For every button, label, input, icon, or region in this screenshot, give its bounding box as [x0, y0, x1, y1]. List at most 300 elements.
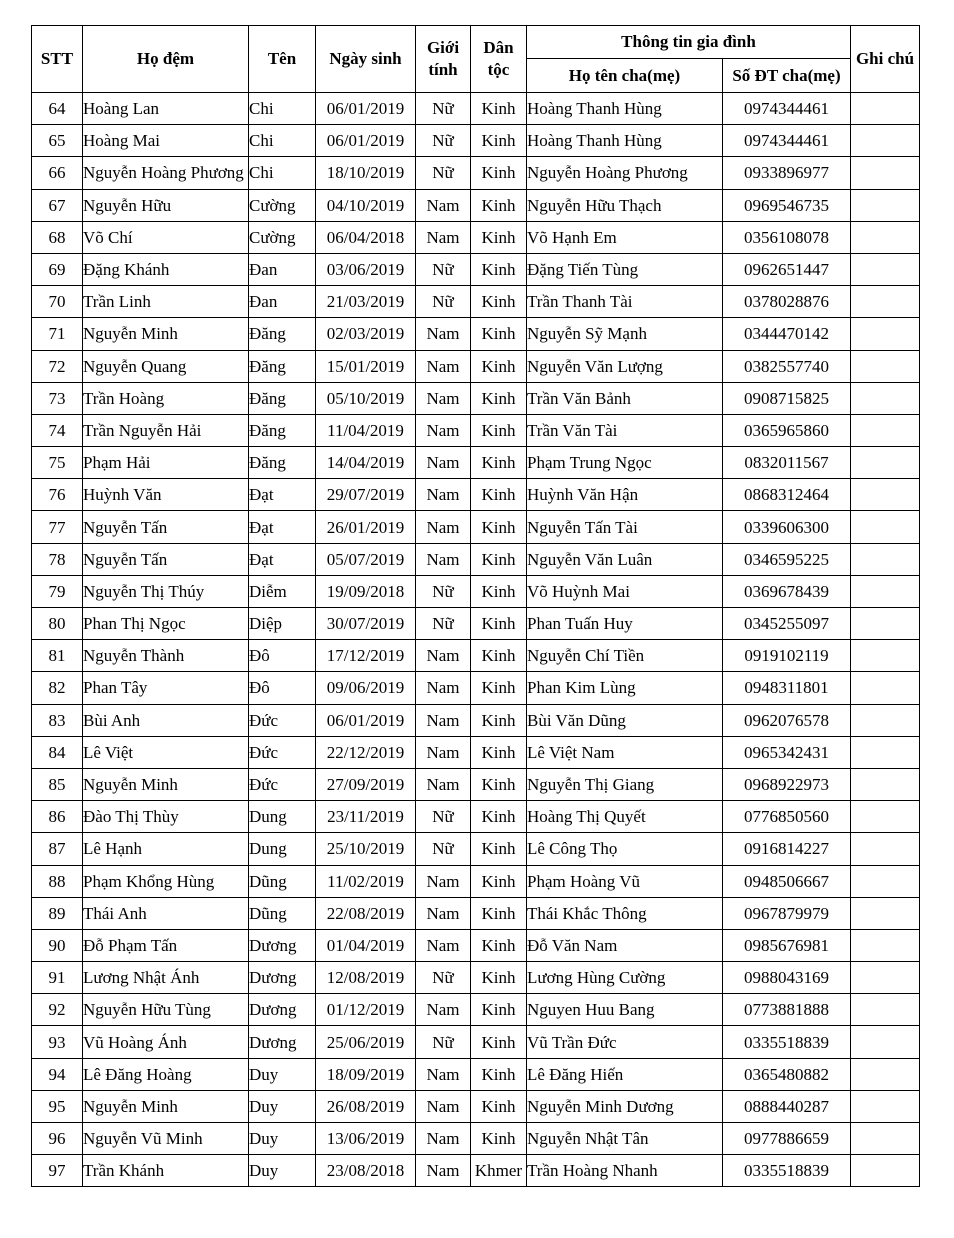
parent-phone-cell: 0962076578 — [723, 704, 851, 736]
stt-cell: 71 — [32, 318, 83, 350]
ho-dem-cell: Hoàng Mai — [83, 125, 249, 157]
ghi-chu-cell — [851, 1058, 920, 1090]
table-row — [32, 1090, 920, 1122]
parent-phone-cell: 0933896977 — [723, 157, 851, 189]
ghi-chu-cell — [851, 511, 920, 543]
stt-cell: 81 — [32, 640, 83, 672]
dan-toc-cell: Kinh — [471, 414, 527, 446]
ho-dem-cell: Phạm Khổng Hùng — [83, 865, 249, 897]
dan-toc-cell: Kinh — [471, 994, 527, 1026]
ngay-sinh-cell: 11/04/2019 — [316, 414, 416, 446]
stt-cell: 74 — [32, 414, 83, 446]
ho-dem-cell: Trần Hoàng — [83, 382, 249, 414]
gioi-tinh-cell: Nam — [416, 1155, 471, 1187]
parent-name-cell: Lương Hùng Cường — [527, 962, 723, 994]
parent-phone-cell: 0365480882 — [723, 1058, 851, 1090]
parent-phone-cell: 0378028876 — [723, 286, 851, 318]
ten-cell: Đức — [249, 704, 316, 736]
ghi-chu-cell — [851, 447, 920, 479]
parent-name-cell: Vũ Trần Đức — [527, 1026, 723, 1058]
ngay-sinh-cell: 06/01/2019 — [316, 125, 416, 157]
stt-cell: 67 — [32, 189, 83, 221]
ghi-chu-cell — [851, 414, 920, 446]
ho-dem-cell: Nguyễn Hữu Tùng — [83, 994, 249, 1026]
parent-phone-cell: 0888440287 — [723, 1090, 851, 1122]
ngay-sinh-cell: 01/12/2019 — [316, 994, 416, 1026]
table-row — [32, 1123, 920, 1155]
ngay-sinh-cell: 23/08/2018 — [316, 1155, 416, 1187]
ten-cell: Dung — [249, 801, 316, 833]
ho-dem-cell: Bùi Anh — [83, 704, 249, 736]
parent-name-cell: Phạm Hoàng Vũ — [527, 865, 723, 897]
table-row — [32, 704, 920, 736]
ten-cell: Đô — [249, 672, 316, 704]
ten-cell: Diễm — [249, 575, 316, 607]
ho-dem-cell: Trần Khánh — [83, 1155, 249, 1187]
ngay-sinh-cell: 06/01/2019 — [316, 704, 416, 736]
gioi-tinh-cell: Nam — [416, 994, 471, 1026]
stt-cell: 96 — [32, 1123, 83, 1155]
ngay-sinh-cell: 18/10/2019 — [316, 157, 416, 189]
parent-name-cell: Nguyễn Văn Lượng — [527, 350, 723, 382]
ten-cell: Chi — [249, 93, 316, 125]
ghi-chu-cell — [851, 640, 920, 672]
table-row — [32, 447, 920, 479]
ho-dem-cell: Hoàng Lan — [83, 93, 249, 125]
table-row — [32, 575, 920, 607]
stt-cell: 66 — [32, 157, 83, 189]
ngay-sinh-cell: 06/01/2019 — [316, 93, 416, 125]
ten-cell: Dương — [249, 1026, 316, 1058]
ghi-chu-cell — [851, 93, 920, 125]
ghi-chu-cell — [851, 801, 920, 833]
ngay-sinh-cell: 09/06/2019 — [316, 672, 416, 704]
ghi-chu-cell — [851, 672, 920, 704]
gioi-tinh-cell: Nữ — [416, 833, 471, 865]
ten-cell: Đạt — [249, 479, 316, 511]
stt-cell: 72 — [32, 350, 83, 382]
dan-toc-cell: Kinh — [471, 1026, 527, 1058]
ngay-sinh-cell: 19/09/2018 — [316, 575, 416, 607]
ho-dem-cell: Thái Anh — [83, 897, 249, 929]
ngay-sinh-cell: 11/02/2019 — [316, 865, 416, 897]
header-dan-toc: Dân tộc — [471, 26, 527, 93]
parent-phone-cell: 0948506667 — [723, 865, 851, 897]
ten-cell: Cường — [249, 189, 316, 221]
parent-name-cell: Đặng Tiến Tùng — [527, 253, 723, 285]
header-ho-dem: Họ đệm — [83, 26, 249, 93]
ngay-sinh-cell: 21/03/2019 — [316, 286, 416, 318]
ghi-chu-cell — [851, 1123, 920, 1155]
stt-cell: 70 — [32, 286, 83, 318]
ghi-chu-cell — [851, 157, 920, 189]
header-gioi-tinh: Giới tính — [416, 26, 471, 93]
stt-cell: 73 — [32, 382, 83, 414]
parent-phone-cell: 0968922973 — [723, 768, 851, 800]
gioi-tinh-cell: Nam — [416, 382, 471, 414]
parent-name-cell: Nguyễn Văn Luân — [527, 543, 723, 575]
parent-phone-cell: 0985676981 — [723, 929, 851, 961]
parent-phone-cell: 0919102119 — [723, 640, 851, 672]
gioi-tinh-cell: Nữ — [416, 253, 471, 285]
ho-dem-cell: Nguyễn Minh — [83, 318, 249, 350]
ghi-chu-cell — [851, 125, 920, 157]
parent-name-cell: Bùi Văn Dũng — [527, 704, 723, 736]
gioi-tinh-cell: Nam — [416, 768, 471, 800]
ngay-sinh-cell: 13/06/2019 — [316, 1123, 416, 1155]
dan-toc-cell: Kinh — [471, 768, 527, 800]
ho-dem-cell: Lê Hạnh — [83, 833, 249, 865]
ngay-sinh-cell: 02/03/2019 — [316, 318, 416, 350]
gioi-tinh-cell: Nữ — [416, 157, 471, 189]
parent-name-cell: Lê Công Thọ — [527, 833, 723, 865]
ghi-chu-cell — [851, 962, 920, 994]
dan-toc-cell: Kinh — [471, 447, 527, 479]
stt-cell: 80 — [32, 608, 83, 640]
parent-phone-cell: 0974344461 — [723, 125, 851, 157]
ngay-sinh-cell: 14/04/2019 — [316, 447, 416, 479]
dan-toc-cell: Kinh — [471, 1090, 527, 1122]
table-row — [32, 929, 920, 961]
table-row — [32, 125, 920, 157]
ngay-sinh-cell: 25/10/2019 — [316, 833, 416, 865]
dan-toc-cell: Kinh — [471, 575, 527, 607]
ho-dem-cell: Phan Tây — [83, 672, 249, 704]
gioi-tinh-cell: Nam — [416, 511, 471, 543]
gioi-tinh-cell: Nữ — [416, 125, 471, 157]
parent-phone-cell: 0832011567 — [723, 447, 851, 479]
header-parent-name: Họ tên cha(mẹ) — [527, 59, 723, 93]
stt-cell: 64 — [32, 93, 83, 125]
ngay-sinh-cell: 27/09/2019 — [316, 768, 416, 800]
table-row — [32, 157, 920, 189]
stt-cell: 78 — [32, 543, 83, 575]
parent-name-cell: Lê Việt Nam — [527, 736, 723, 768]
ten-cell: Đan — [249, 286, 316, 318]
dan-toc-cell: Kinh — [471, 382, 527, 414]
gioi-tinh-cell: Nữ — [416, 93, 471, 125]
parent-phone-cell: 0965342431 — [723, 736, 851, 768]
parent-phone-cell: 0962651447 — [723, 253, 851, 285]
gioi-tinh-cell: Nam — [416, 447, 471, 479]
parent-phone-cell: 0345255097 — [723, 608, 851, 640]
parent-phone-cell: 0339606300 — [723, 511, 851, 543]
stt-cell: 94 — [32, 1058, 83, 1090]
gioi-tinh-cell: Nam — [416, 672, 471, 704]
ho-dem-cell: Phạm Hải — [83, 447, 249, 479]
ghi-chu-cell — [851, 1026, 920, 1058]
ten-cell: Đô — [249, 640, 316, 672]
ghi-chu-cell — [851, 286, 920, 318]
parent-name-cell: Nguyen Huu Bang — [527, 994, 723, 1026]
ghi-chu-cell — [851, 221, 920, 253]
parent-name-cell: Thái Khắc Thông — [527, 897, 723, 929]
ngay-sinh-cell: 17/12/2019 — [316, 640, 416, 672]
parent-phone-cell: 0365965860 — [723, 414, 851, 446]
stt-cell: 89 — [32, 897, 83, 929]
stt-cell: 97 — [32, 1155, 83, 1187]
ten-cell: Đức — [249, 736, 316, 768]
stt-cell: 79 — [32, 575, 83, 607]
table-body — [32, 93, 920, 1187]
stt-cell: 75 — [32, 447, 83, 479]
ghi-chu-cell — [851, 479, 920, 511]
ngay-sinh-cell: 01/04/2019 — [316, 929, 416, 961]
dan-toc-cell: Kinh — [471, 479, 527, 511]
gioi-tinh-cell: Nữ — [416, 801, 471, 833]
dan-toc-cell: Kinh — [471, 253, 527, 285]
parent-name-cell: Võ Hạnh Em — [527, 221, 723, 253]
ten-cell: Đăng — [249, 350, 316, 382]
gioi-tinh-cell: Nam — [416, 640, 471, 672]
table-row — [32, 865, 920, 897]
parent-phone-cell: 0948311801 — [723, 672, 851, 704]
table-row — [32, 897, 920, 929]
table-header — [32, 26, 920, 93]
dan-toc-cell: Kinh — [471, 543, 527, 575]
table-row — [32, 414, 920, 446]
ghi-chu-cell — [851, 994, 920, 1026]
ngay-sinh-cell: 30/07/2019 — [316, 608, 416, 640]
ngay-sinh-cell: 22/12/2019 — [316, 736, 416, 768]
ho-dem-cell: Lê Đăng Hoàng — [83, 1058, 249, 1090]
ghi-chu-cell — [851, 253, 920, 285]
ten-cell: Diệp — [249, 608, 316, 640]
parent-name-cell: Hoàng Thị Quyết — [527, 801, 723, 833]
parent-phone-cell: 0356108078 — [723, 221, 851, 253]
ghi-chu-cell — [851, 929, 920, 961]
ten-cell: Đạt — [249, 511, 316, 543]
parent-phone-cell: 0369678439 — [723, 575, 851, 607]
table-row — [32, 736, 920, 768]
ghi-chu-cell — [851, 1090, 920, 1122]
table-row — [32, 382, 920, 414]
parent-name-cell: Phan Kim Lùng — [527, 672, 723, 704]
dan-toc-cell: Kinh — [471, 221, 527, 253]
ten-cell: Duy — [249, 1058, 316, 1090]
ten-cell: Duy — [249, 1155, 316, 1187]
ghi-chu-cell — [851, 350, 920, 382]
ten-cell: Đan — [249, 253, 316, 285]
parent-phone-cell: 0773881888 — [723, 994, 851, 1026]
table-row — [32, 768, 920, 800]
table-row — [32, 962, 920, 994]
table-row — [32, 511, 920, 543]
parent-name-cell: Nguyễn Chí Tiền — [527, 640, 723, 672]
ho-dem-cell: Nguyễn Minh — [83, 768, 249, 800]
parent-phone-cell: 0916814227 — [723, 833, 851, 865]
parent-phone-cell: 0344470142 — [723, 318, 851, 350]
table-row — [32, 350, 920, 382]
gioi-tinh-cell: Nam — [416, 736, 471, 768]
ngay-sinh-cell: 05/07/2019 — [316, 543, 416, 575]
ho-dem-cell: Phan Thị Ngọc — [83, 608, 249, 640]
ten-cell: Chi — [249, 125, 316, 157]
dan-toc-cell: Kinh — [471, 929, 527, 961]
ho-dem-cell: Huỳnh Văn — [83, 479, 249, 511]
ten-cell: Dương — [249, 962, 316, 994]
parent-name-cell: Hoàng Thanh Hùng — [527, 125, 723, 157]
table-row — [32, 801, 920, 833]
dan-toc-cell: Kinh — [471, 736, 527, 768]
dan-toc-cell: Kinh — [471, 865, 527, 897]
dan-toc-cell: Kinh — [471, 286, 527, 318]
parent-name-cell: Nguyễn Hữu Thạch — [527, 189, 723, 221]
dan-toc-cell: Kinh — [471, 318, 527, 350]
ngay-sinh-cell: 25/06/2019 — [316, 1026, 416, 1058]
ten-cell: Dũng — [249, 865, 316, 897]
parent-phone-cell: 0382557740 — [723, 350, 851, 382]
ho-dem-cell: Nguyễn Hữu — [83, 189, 249, 221]
table-row — [32, 543, 920, 575]
parent-name-cell: Trần Văn Tài — [527, 414, 723, 446]
ho-dem-cell: Vũ Hoàng Ánh — [83, 1026, 249, 1058]
table-row — [32, 1026, 920, 1058]
ho-dem-cell: Nguyễn Thị Thúy — [83, 575, 249, 607]
gioi-tinh-cell: Nam — [416, 189, 471, 221]
table-row — [32, 1155, 920, 1187]
header-ngay-sinh: Ngày sinh — [316, 26, 416, 93]
dan-toc-cell: Kinh — [471, 897, 527, 929]
stt-cell: 88 — [32, 865, 83, 897]
table-row — [32, 608, 920, 640]
table-row — [32, 640, 920, 672]
dan-toc-cell: Kinh — [471, 672, 527, 704]
ten-cell: Đăng — [249, 447, 316, 479]
ho-dem-cell: Nguyễn Vũ Minh — [83, 1123, 249, 1155]
ho-dem-cell: Nguyễn Minh — [83, 1090, 249, 1122]
ghi-chu-cell — [851, 543, 920, 575]
ghi-chu-cell — [851, 897, 920, 929]
dan-toc-cell: Kinh — [471, 189, 527, 221]
dan-toc-cell: Kinh — [471, 801, 527, 833]
dan-toc-cell: Kinh — [471, 640, 527, 672]
header-family-info: Thông tin gia đình — [527, 26, 851, 59]
parent-name-cell: Lê Đăng Hiến — [527, 1058, 723, 1090]
header-ghi-chu: Ghi chú — [851, 26, 920, 93]
ho-dem-cell: Nguyễn Tấn — [83, 511, 249, 543]
parent-phone-cell: 0776850560 — [723, 801, 851, 833]
ngay-sinh-cell: 26/01/2019 — [316, 511, 416, 543]
table-row — [32, 93, 920, 125]
ten-cell: Đăng — [249, 382, 316, 414]
dan-toc-cell: Kinh — [471, 1123, 527, 1155]
parent-phone-cell: 0974344461 — [723, 93, 851, 125]
dan-toc-cell: Kinh — [471, 125, 527, 157]
ten-cell: Dương — [249, 929, 316, 961]
ghi-chu-cell — [851, 189, 920, 221]
ngay-sinh-cell: 23/11/2019 — [316, 801, 416, 833]
ten-cell: Duy — [249, 1090, 316, 1122]
ho-dem-cell: Nguyễn Hoàng Phương — [83, 157, 249, 189]
gioi-tinh-cell: Nữ — [416, 286, 471, 318]
gioi-tinh-cell: Nam — [416, 929, 471, 961]
gioi-tinh-cell: Nam — [416, 1123, 471, 1155]
parent-name-cell: Trần Hoàng Nhanh — [527, 1155, 723, 1187]
ten-cell: Chi — [249, 157, 316, 189]
parent-name-cell: Nguyễn Sỹ Mạnh — [527, 318, 723, 350]
parent-name-cell: Nguyễn Hoàng Phương — [527, 157, 723, 189]
ghi-chu-cell — [851, 608, 920, 640]
header-parent-phone: Số ĐT cha(mẹ) — [723, 59, 851, 93]
parent-name-cell: Võ Huỳnh Mai — [527, 575, 723, 607]
gioi-tinh-cell: Nữ — [416, 575, 471, 607]
ho-dem-cell: Đào Thị Thùy — [83, 801, 249, 833]
parent-name-cell: Nguyễn Tấn Tài — [527, 511, 723, 543]
ngay-sinh-cell: 03/06/2019 — [316, 253, 416, 285]
ten-cell: Đạt — [249, 543, 316, 575]
ho-dem-cell: Nguyễn Thành — [83, 640, 249, 672]
gioi-tinh-cell: Nam — [416, 479, 471, 511]
parent-name-cell: Huỳnh Văn Hận — [527, 479, 723, 511]
parent-phone-cell: 0969546735 — [723, 189, 851, 221]
table-row — [32, 318, 920, 350]
stt-cell: 91 — [32, 962, 83, 994]
parent-name-cell: Nguyễn Thị Giang — [527, 768, 723, 800]
parent-phone-cell: 0908715825 — [723, 382, 851, 414]
table-row — [32, 672, 920, 704]
gioi-tinh-cell: Nam — [416, 414, 471, 446]
stt-cell: 68 — [32, 221, 83, 253]
parent-phone-cell: 0967879979 — [723, 897, 851, 929]
dan-toc-cell: Kinh — [471, 350, 527, 382]
ghi-chu-cell — [851, 318, 920, 350]
parent-name-cell: Trần Thanh Tài — [527, 286, 723, 318]
ten-cell: Dung — [249, 833, 316, 865]
ghi-chu-cell — [851, 1155, 920, 1187]
stt-cell: 82 — [32, 672, 83, 704]
parent-phone-cell: 0335518839 — [723, 1026, 851, 1058]
parent-name-cell: Phan Tuấn Huy — [527, 608, 723, 640]
stt-cell: 65 — [32, 125, 83, 157]
ho-dem-cell: Đặng Khánh — [83, 253, 249, 285]
parent-phone-cell: 0988043169 — [723, 962, 851, 994]
parent-name-cell: Hoàng Thanh Hùng — [527, 93, 723, 125]
parent-phone-cell: 0346595225 — [723, 543, 851, 575]
ngay-sinh-cell: 12/08/2019 — [316, 962, 416, 994]
ghi-chu-cell — [851, 833, 920, 865]
stt-cell: 95 — [32, 1090, 83, 1122]
header-stt: STT — [32, 26, 83, 93]
parent-name-cell: Nguyễn Minh Dương — [527, 1090, 723, 1122]
parent-phone-cell: 0335518839 — [723, 1155, 851, 1187]
gioi-tinh-cell: Nam — [416, 1090, 471, 1122]
ngay-sinh-cell: 05/10/2019 — [316, 382, 416, 414]
ngay-sinh-cell: 26/08/2019 — [316, 1090, 416, 1122]
stt-cell: 85 — [32, 768, 83, 800]
ho-dem-cell: Nguyễn Tấn — [83, 543, 249, 575]
ghi-chu-cell — [851, 704, 920, 736]
ngay-sinh-cell: 06/04/2018 — [316, 221, 416, 253]
table-row — [32, 479, 920, 511]
ghi-chu-cell — [851, 575, 920, 607]
gioi-tinh-cell: Nam — [416, 543, 471, 575]
ten-cell: Duy — [249, 1123, 316, 1155]
parent-name-cell: Trần Văn Bảnh — [527, 382, 723, 414]
stt-cell: 93 — [32, 1026, 83, 1058]
ten-cell: Cường — [249, 221, 316, 253]
ho-dem-cell: Trần Linh — [83, 286, 249, 318]
dan-toc-cell: Kinh — [471, 511, 527, 543]
table-row — [32, 833, 920, 865]
stt-cell: 77 — [32, 511, 83, 543]
stt-cell: 83 — [32, 704, 83, 736]
ten-cell: Đăng — [249, 414, 316, 446]
table-row — [32, 189, 920, 221]
dan-toc-cell: Kinh — [471, 608, 527, 640]
ghi-chu-cell — [851, 865, 920, 897]
parent-phone-cell: 0977886659 — [723, 1123, 851, 1155]
